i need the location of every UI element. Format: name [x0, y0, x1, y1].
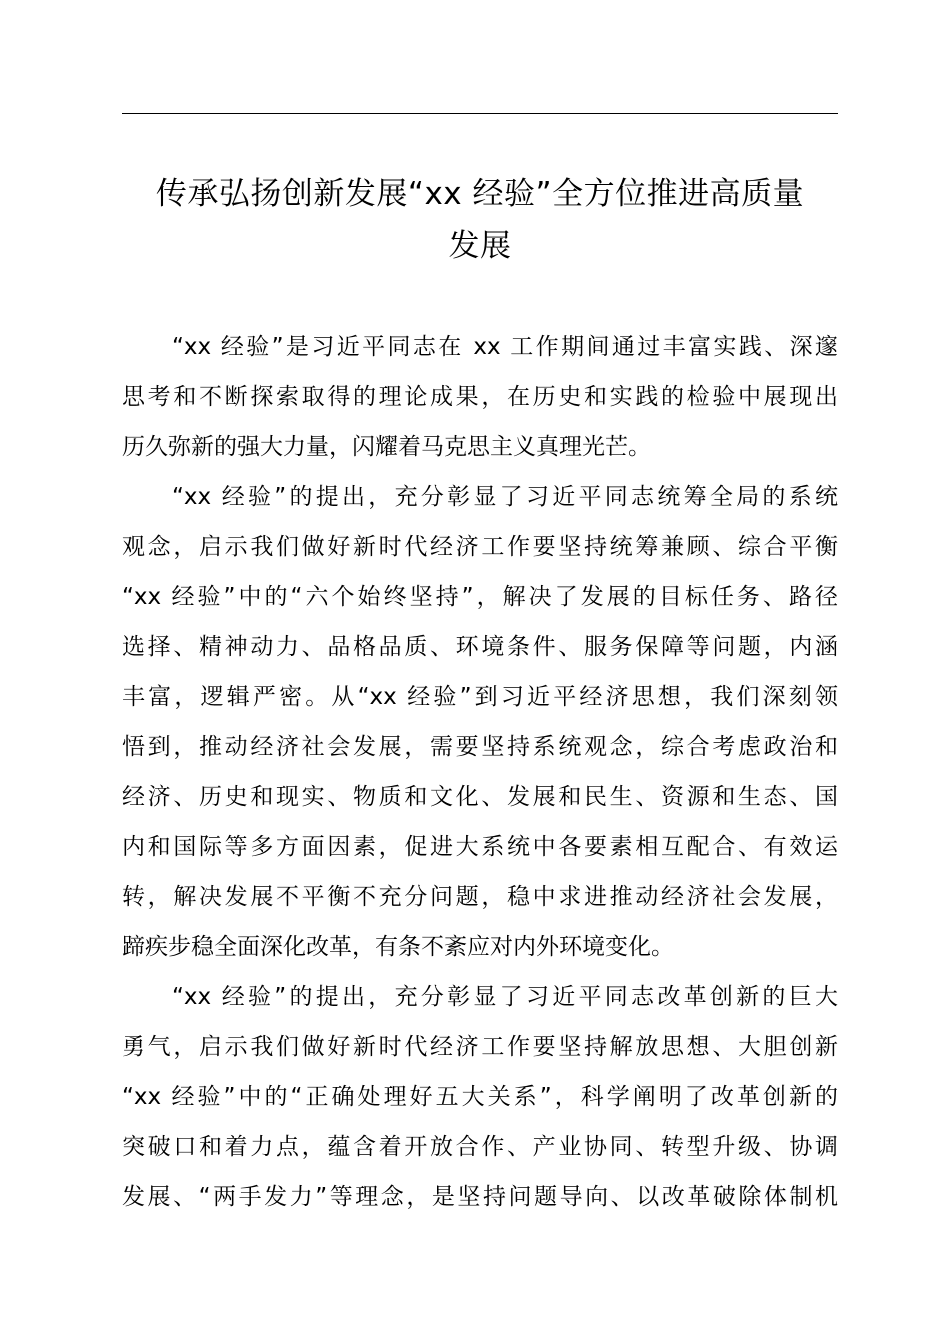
text-line: “xx 经验”的提出，充分彰显了习近平同志统筹全局的系统 — [172, 484, 838, 510]
text-line: 发展、“两手发力”等理念，是坚持问题导向、以改革破除体制机 — [122, 1184, 838, 1210]
text-line: 内和国际等多方面因素，促进大系统中各要素相互配合、有效运 — [122, 834, 838, 860]
document-title — [122, 168, 838, 272]
text-line: 蹄疾步稳全面深化改革，有条不紊应对内外环境变化。 — [122, 934, 674, 960]
title-line: 传承弘扬创新发展“xx 经验”全方位推进高质量 — [155, 176, 805, 212]
text-line: 历久弥新的强大力量，闪耀着马克思主义真理光芒。 — [122, 434, 651, 460]
text-line: 观念，启示我们做好新时代经济工作要坚持统筹兼顾、综合平衡 — [122, 534, 838, 560]
document-body — [122, 322, 838, 1222]
text-line: “xx 经验”的提出，充分彰显了习近平同志改革创新的巨大 — [172, 984, 838, 1010]
header-rule — [122, 113, 838, 114]
text-line: “xx 经验”是习近平同志在 xx 工作期间通过丰富实践、深邃 — [172, 334, 838, 360]
title-line: 发展 — [448, 228, 512, 264]
text-line: 经济、历史和现实、物质和文化、发展和民生、资源和生态、国 — [122, 784, 838, 810]
text-line: “xx 经验”中的“正确处理好五大关系”，科学阐明了改革创新的 — [122, 1084, 838, 1110]
text-line: “xx 经验”中的“六个始终坚持”，解决了发展的目标任务、路径 — [122, 584, 838, 610]
text-line: 勇气，启示我们做好新时代经济工作要坚持解放思想、大胆创新 — [122, 1034, 838, 1060]
paragraph-1 — [122, 322, 838, 472]
text-line: 转，解决发展不平衡不充分问题，稳中求进推动经济社会发展， — [122, 884, 838, 910]
text-line: 突破口和着力点，蕴含着开放合作、产业协同、转型升级、协调 — [122, 1134, 838, 1160]
text-line: 悟到，推动经济社会发展，需要坚持系统观念，综合考虑政治和 — [122, 734, 838, 760]
text-line: 选择、精神动力、品格品质、环境条件、服务保障等问题，内涵 — [122, 634, 838, 660]
paragraph-2 — [122, 472, 838, 972]
paragraph-3 — [122, 972, 838, 1222]
text-line: 思考和不断探索取得的理论成果，在历史和实践的检验中展现出 — [122, 384, 838, 410]
text-line: 丰富，逻辑严密。从“xx 经验”到习近平经济思想，我们深刻领 — [122, 684, 838, 710]
